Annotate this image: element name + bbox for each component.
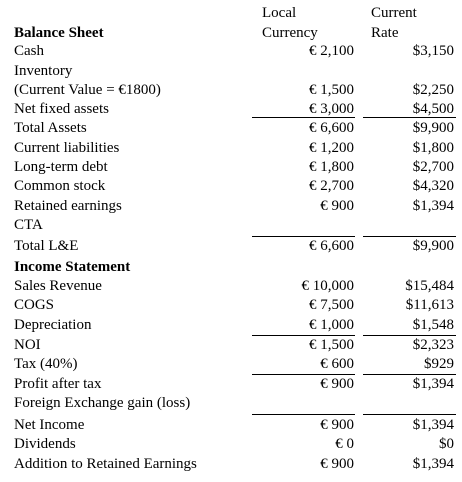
local-currency-value: € 1,500 [309,337,354,353]
row-label: NOI [14,337,41,353]
table-row [0,176,462,196]
table-row [0,138,462,158]
table-row [0,454,462,474]
table-row [0,196,462,216]
local-currency-value: € 600 [320,356,354,372]
local-currency-value: € 1,200 [309,140,354,156]
current-rate-value: $1,548 [412,317,454,333]
row-label: CTA [14,217,43,233]
current-rate-value: $15,484 [405,278,454,294]
row-label: Tax (40%) [14,356,78,372]
local-column-rule [252,117,355,118]
local-currency-value: € 6,600 [309,238,354,254]
table-row [0,434,462,454]
current-header-line2: Rate [371,25,399,41]
table-row [0,374,462,394]
current-column-rule [363,374,456,375]
current-rate-value: $1,394 [412,456,454,472]
table-row [0,118,462,138]
local-currency-value: € 900 [320,417,354,433]
row-label: COGS [14,297,55,313]
current-rate-value: $929 [424,356,454,372]
local-currency-value: € 1,500 [309,82,354,98]
current-header-line1: Current [371,5,417,21]
row-label: Sales Revenue [14,278,102,294]
row-label: Profit after tax [14,376,102,392]
row-label: Depreciation [14,317,92,333]
local-header-line2: Currency [262,25,318,41]
table-row [0,99,462,119]
local-currency-value: € 0 [335,436,354,452]
current-rate-value: $2,250 [412,82,454,98]
section-heading: Income Statement [14,259,131,275]
row-label: (Current Value = €1800) [14,82,161,98]
local-currency-value: € 1,800 [309,159,354,175]
local-column-rule [252,414,355,415]
row-label: Foreign Exchange gain (loss) [14,395,191,411]
row-label: Cash [14,43,44,59]
row-label: Total L&E [14,238,79,254]
table-row [0,61,462,81]
current-rate-value: $2,700 [412,159,454,175]
section-heading-row [0,23,462,43]
table-row [0,393,462,413]
table-row [0,415,462,435]
local-currency-value: € 900 [320,456,354,472]
section-heading: Balance Sheet [14,25,104,41]
current-rate-value: $1,394 [412,198,454,214]
current-rate-value: $1,800 [412,140,454,156]
local-currency-value: € 1,000 [309,317,354,333]
current-rate-value: $9,900 [412,120,454,136]
row-label: Current liabilities [14,140,120,156]
local-column-rule [252,335,355,336]
row-label: Addition to Retained Earnings [14,456,197,472]
current-rate-value: $1,394 [412,376,454,392]
local-currency-value: € 900 [320,198,354,214]
current-column-rule [363,414,456,415]
row-label: Inventory [14,63,73,79]
table-row [0,236,462,256]
local-column-rule [252,236,355,237]
current-column-rule [363,236,456,237]
local-currency-value: € 2,100 [309,43,354,59]
current-rate-value: $1,394 [412,417,454,433]
current-rate-value: $4,500 [412,101,454,117]
current-rate-value: $9,900 [412,238,454,254]
table-row [0,215,462,235]
current-rate-value: $11,613 [405,297,454,313]
local-currency-value: € 10,000 [301,278,354,294]
table-row [0,276,462,296]
row-label: Net fixed assets [14,101,109,117]
current-rate-value: $4,320 [412,178,454,194]
table-row [0,295,462,315]
local-currency-value: € 2,700 [309,178,354,194]
row-label: Retained earnings [14,198,122,214]
table-row [0,41,462,61]
table-row [0,335,462,355]
local-currency-value: € 7,500 [309,297,354,313]
current-rate-value: $3,150 [412,43,454,59]
local-header-line1: Local [262,5,297,21]
table-row [0,315,462,335]
current-rate-value: $2,323 [412,337,454,353]
current-rate-value: $0 [439,436,454,452]
local-currency-value: € 6,600 [309,120,354,136]
row-label: Dividends [14,436,76,452]
row-label: Common stock [14,178,106,194]
local-column-rule [252,374,355,375]
current-column-rule [363,117,456,118]
table-row [0,157,462,177]
row-label: Net Income [14,417,85,433]
section-heading-row [0,257,462,277]
row-label: Total Assets [14,120,87,136]
table-row [0,354,462,374]
row-label: Long-term debt [14,159,108,175]
local-currency-value: € 900 [320,376,354,392]
local-currency-value: € 3,000 [309,101,354,117]
table-row [0,80,462,100]
current-column-rule [363,335,456,336]
